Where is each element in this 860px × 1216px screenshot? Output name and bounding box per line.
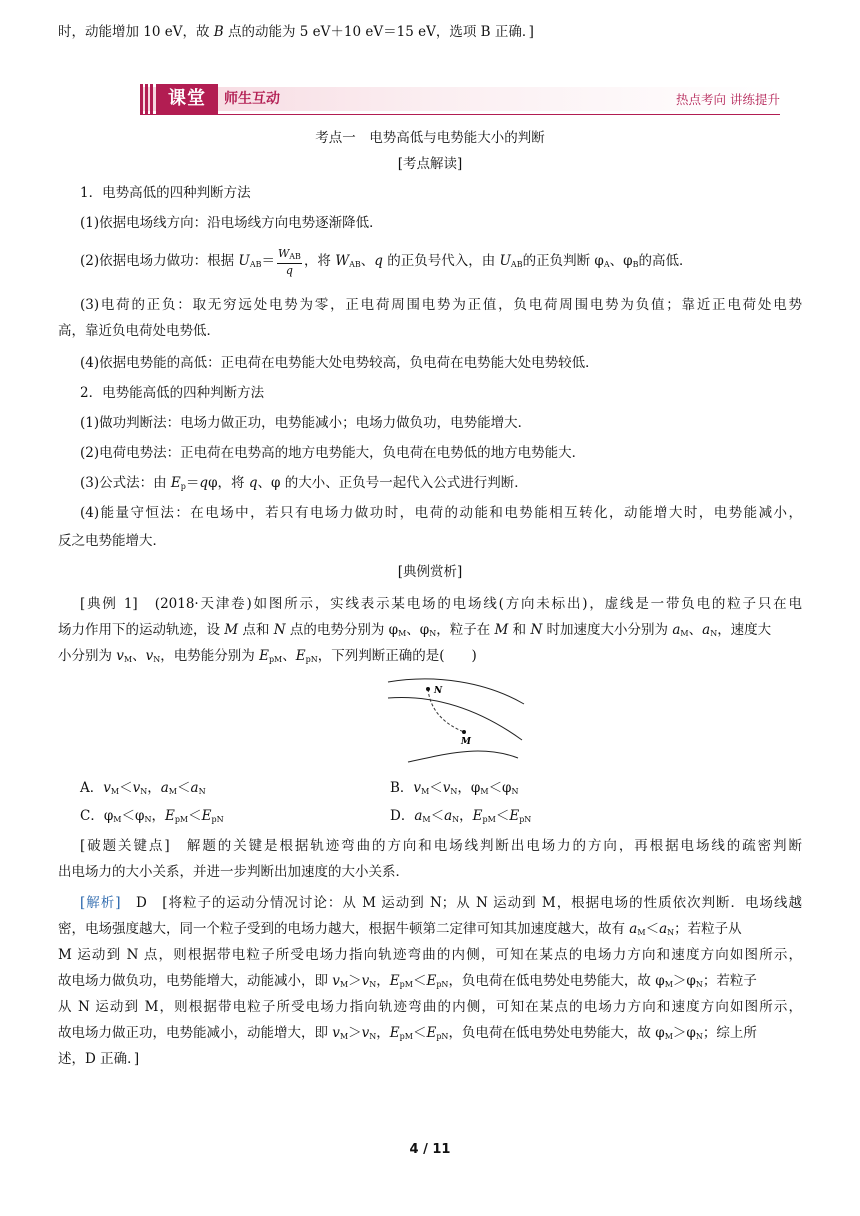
field-line-middle (388, 697, 522, 740)
continued-text-line: 时，动能增加 10 eV，故 B 点的动能为 5 eV＋10 eV＝15 eV，选项 B 正确．] (58, 24, 534, 40)
topic-heading: 考点一 电势高低与电势能大小的判断 (315, 130, 545, 146)
section1-item2: (2)依据电场力做功：根据 $U_{AB}=$ $\frac{W_{AB}}{q}$ ，将 $W_{AB}$、q 的正负号代入，由 $U_{AB}$的正负判断 $\varphi_A$、$\varphi_B$的高低． (80, 246, 693, 277)
section1-title: 1．电势高低的四种判断方法 (80, 185, 251, 201)
example-line3: 小分别为 $v_M$、$v_N$，电势能分别为 $E_{pM}$、$E_{pN}$，下列判断正确的是( ) (58, 648, 477, 664)
banner-right-label: 热点考向 讲练提升 (676, 92, 780, 107)
subheading-analysis: [考点解读] (397, 156, 463, 172)
option-d: D．$a_M<a_N$，$E_{pM}<E_{pN}$ (390, 808, 532, 824)
section1-item3-line1: (3)电荷的正负：取无穷远处电势为零，正电荷周围电势为正值，负电荷周围电势为负值；靠近正电荷处电势 (80, 297, 802, 313)
field-lines-figure (386, 674, 526, 766)
banner-stripes-decoration (140, 84, 154, 114)
option-c: C．$\varphi_M<\varphi_N$，$E_{pM}<E_{pN}$ (80, 808, 224, 824)
analysis-line2: 密，电场强度越大，同一个粒子受到的电场力越大，根据牛顿第二定律可知其加速度越大，故有 $a_M<a_N$；若粒子从 (58, 921, 742, 937)
analysis-tag: [解析] (80, 895, 121, 911)
point-n (426, 687, 430, 691)
example-line2: 场力作用下的运动轨迹，设 M 点和 N 点的电势分别为 $\varphi_M$、$\varphi_N$，粒子在 M 和 N 时加速度大小分别为 $a_M$、$a_N$，速度大 (58, 622, 772, 638)
label-m: M (461, 737, 471, 747)
point-m (462, 730, 466, 734)
banner-sub-label: 师生互动 (224, 91, 280, 107)
page-number: 4 / 11 (409, 1142, 451, 1157)
fraction-w-over-q: $\frac{W_{AB}}{q}$ (277, 246, 301, 277)
section2-title: 2．电势能高低的四种判断方法 (80, 385, 265, 401)
analysis-line1: [解析] D [将粒子的运动分情况讨论：从 M 运动到 N；从 N 运动到 M，根据电场的性质依次判断．电场线越 (80, 895, 802, 911)
example-line1: [典例 1] (2018·天津卷)如图所示，实线表示某电场的电场线(方向未标出)，虚线是一带负电的粒子只在电 (80, 596, 802, 612)
section-banner (140, 84, 780, 114)
section2-item4-line2: 反之电势能增大． (58, 533, 166, 549)
analysis-line5: 从 N 运动到 M，则根据带电粒子所受电场力指向轨迹弯曲的内侧，可知在某点的电场力方向和速度方向如图所示， (58, 999, 802, 1015)
analysis-line6: 故电场力做正功，电势能减小，动能增大，即 $v_M>v_N$，$E_{pM}<E_{pN}$，负电荷在低电势处电势能大，故 $\varphi_M>\varphi_N$；综上所 (58, 1025, 757, 1041)
section1-item1: (1)依据电场线方向：沿电场线方向电势逐渐降低． (80, 215, 383, 231)
section2-item4-line1: (4)能量守恒法：在电场中，若只有电场力做功时，电荷的动能和电势能相互转化，动能增大时，电势能减小， (80, 505, 802, 521)
label-n: N (434, 686, 443, 696)
section1-item3-line2: 高，靠近负电荷处电势低． (58, 323, 220, 339)
subheading-example: [典例赏析] (397, 564, 463, 580)
analysis-line3: M 运动到 N 点，则根据带电粒子所受电场力指向轨迹弯曲的内侧，可知在某点的电场力方向和速度方向如图所示， (58, 947, 802, 963)
banner-main-label: 课堂 (156, 84, 218, 114)
section1-item4: (4)依据电势能的高低：正电荷在电势能大处电势较高，负电荷在电势能大处电势较低． (80, 355, 599, 371)
key-point-line2: 出电场力的大小关系，并进一步判断出加速度的大小关系． (58, 864, 409, 880)
field-line-top (388, 679, 524, 704)
section2-item2: (2)电荷电势法：正电荷在电势高的地方电势能大，负电荷在电势低的地方电势能大． (80, 445, 586, 461)
section2-item1: (1)做功判断法：电场力做正功，电势能减小；电场力做负功，电势能增大． (80, 415, 532, 431)
option-a: A．$v_M<v_N$，$a_M<a_N$ (80, 780, 206, 796)
key-point-line1: [破题关键点] 解题的关键是根据轨迹弯曲的方向和电场线判断出电场力的方向，再根据电场线的疏密判断 (80, 838, 802, 854)
field-line-bottom (408, 751, 518, 762)
option-b: B．$v_M<v_N$，$\varphi_M<\varphi_N$ (390, 780, 519, 796)
analysis-line7: 述，D 正确．] (58, 1051, 140, 1067)
section2-item3: (3)公式法：由 $E_p=q\varphi$，将 q、φ 的大小、正负号一起代入公式进行判断． (80, 475, 528, 491)
analysis-line4: 故电场力做负功，电势能增大，动能减小，即 $v_M>v_N$，$E_{pM}<E_{pN}$，负电荷在低电势处电势能大，故 $\varphi_M>\varphi_N$；若粒子 (58, 973, 757, 989)
